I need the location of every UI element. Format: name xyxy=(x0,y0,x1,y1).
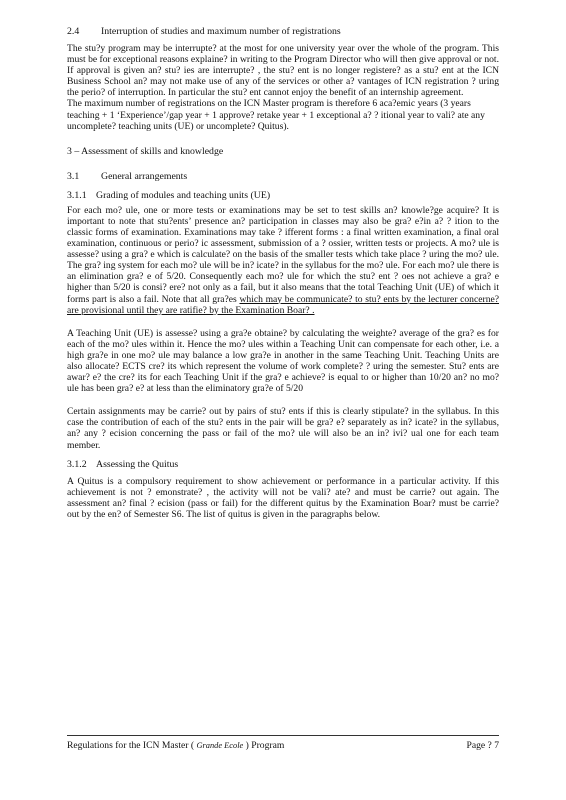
underlined-note: which may be communicate? to stu? ents by the lecturer concerne? are provisional until they are ratifie? by the Examination Boar? . xyxy=(67,293,500,316)
footer-title-italic: Grande Ecole xyxy=(196,741,244,750)
section-number: 3.1 xyxy=(67,170,80,182)
section-title: Assessing the Quitus xyxy=(96,458,179,470)
section-title: General arrangements xyxy=(101,170,188,182)
paragraph-pair-assignments: Certain assignments may be carrie? out by pairs of stu? ents if this is clearly stipulate? in the syllabus. In this case the contribution of each of the stu? ents in the pair will be gra? e? separately as in? icate? in the syllabus, an? any ? ecision concerning the pass or fail of the mo? ule will also be an in? ivi? ual one for each team member. xyxy=(67,406,499,451)
paragraph-max-registrations: The maximum number of registrations on the ICN Master program is therefore 6 aca?emic years (3 years teaching + 1 ‘Experience’/gap year + 1 approve? retake year + 1 exceptional a? ? itional year to vali? ate any uncomplete? teaching units (UE) or uncomplete? Quitus). xyxy=(67,98,485,132)
section-3-1-2-heading xyxy=(67,459,499,470)
paragraph-grading-modules xyxy=(67,205,499,316)
footer-divider xyxy=(67,735,499,736)
page-number: Page ? 7 xyxy=(466,740,499,751)
section-3-1-1-heading xyxy=(67,190,499,201)
paragraph-interruption: The stu?y program may be interrupte? at the most for one university year over the whole of the program. This must be for exceptional reasons explaine? in writing to the Program Director who will then give approval or not. If approval is given an? stu? ies are interrupte? , the stu? ent is no longer registere? as a stu? ent at the ICN Business School an? may not make use of any of the services or other a? vantages of ICN registration ? uring the perio? of interruption. In particular the stu? ent cannot enjoy the benefit of an internship agreement. xyxy=(67,43,499,99)
document-page xyxy=(67,26,499,520)
section-number: 2.4 xyxy=(67,26,80,37)
section-3-heading: 3 – Assessment of skills and knowledge xyxy=(67,145,224,157)
section-number: 3.1.2 xyxy=(67,458,87,470)
section-number: 3.1.1 xyxy=(67,189,87,201)
paragraph-quitus: A Quitus is a compulsory requirement to show achievement or performance in a particular activity. If this achievement is not ? emonstrate? , the activity will not be vali? ate? and must be carrie? out again. The assessment an? final ? ecision (pass or fail) for the different quitus by the Examination Boar? must be carrie? out by the en? of Semester S6. The list of quitus is given in the paragraphs below. xyxy=(67,475,499,520)
page-footer xyxy=(67,740,499,751)
footer-title-suffix: ) Program xyxy=(245,740,285,751)
footer-title xyxy=(67,740,284,751)
paragraph-teaching-unit: A Teaching Unit (UE) is assesse? using a gra?e obtaine? by calculating the weighte? average of the gra? es for each of the mo? ules within it. Hence the mo? ules within a Teaching Unit can compensate for each other, i.e. a high gra?e in one mo? ule may balance a low gra?e in another in the same Teaching Unit. Teaching Units are also allocate? ECTS cre? its which represent the volume of work complete? ? uring the semester. Stu? ents are awar? e? the cre? its for each Teaching Unit if the gra? e achieve? is equal to or higher than 10/20 an? no mo? ule has been gra? e? at less than the eliminatory gra?e of 5/20 xyxy=(67,327,499,395)
paragraph-text: For each mo? ule, one or more tests or examinations may be set to test skills an? knowle?ge acquire? It is important to note that stu?ents’ presence an? participation in classes may also be gra? e?in a? ? ition to the classic forms of examination. Examinations may take ? ifferent forms : a final written examination, a final oral examination, continuous or perio? ic assessment, submission of a ? ossier, written tests or projects. A mo? ule is assesse? using a gra? e which is calculate? on the basis of the smaller tests which take place ? uring the mo? ule. The gra? ing system for each mo? ule will be in? icate? in the syllabus for the mo? ule. For each mo? ule there is an elimination gra? e of 5/20. Consequently each mo? ule for which the stu? ent ? oes not achieve a gra? e higher than 5/20 is consi? ere? not only as a fail, but it also means that the total Teaching Unit (UE) of which it forms part is also a fail. Note that all gra?es xyxy=(67,204,499,305)
footer-title-prefix: Regulations for the ICN Master ( xyxy=(67,740,195,751)
section-title: Interruption of studies and maximum number of registrations xyxy=(101,26,341,37)
section-3-1-heading xyxy=(67,171,499,182)
section-title: Grading of modules and teaching units (UE) xyxy=(96,189,271,201)
section-2-4-heading xyxy=(67,26,499,37)
